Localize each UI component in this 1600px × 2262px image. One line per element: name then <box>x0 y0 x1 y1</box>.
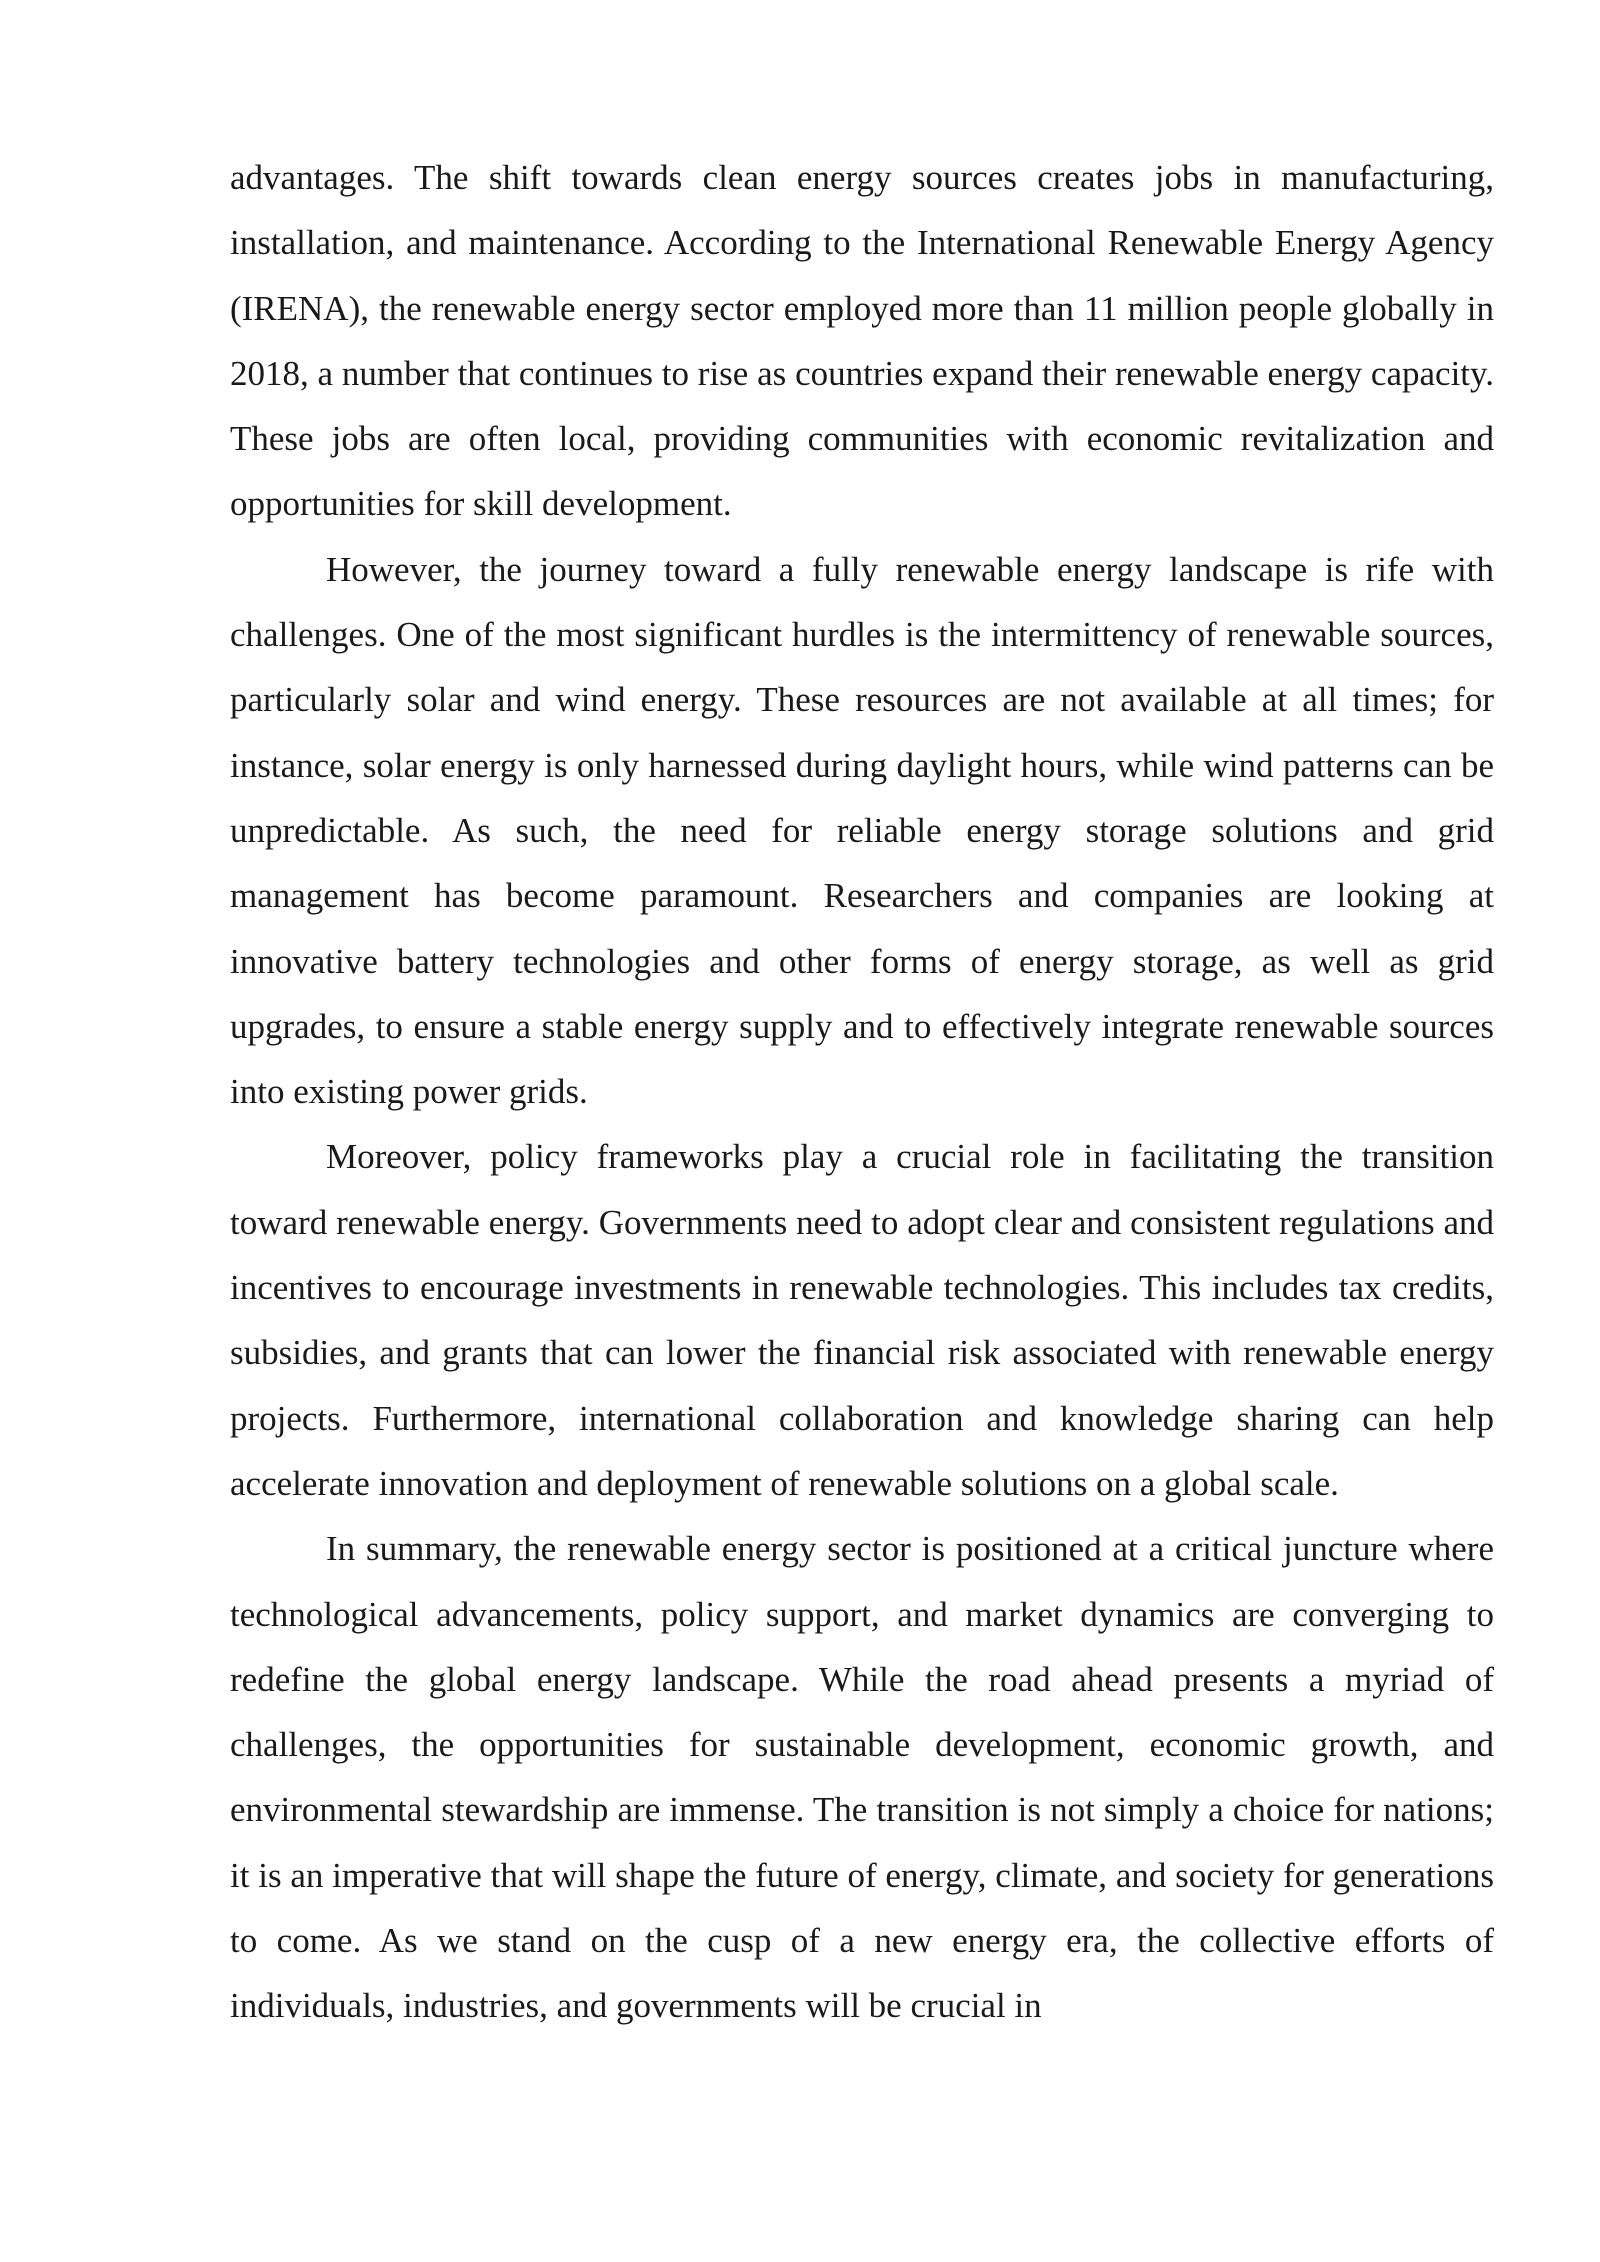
paragraph-challenges: However, the journey toward a fully renewable energy landscape is rife with challenges. One of the most significant hurdles is the intermittency of renewable sources, particularly solar and wind energy. These resources are not available at all times; for instance, solar energy is only harnessed during daylight hours, while wind patterns can be unpredictable. As such, the need for reliable energy storage solutions and grid management has become paramount. Researchers and companies are looking at innovative battery technologies and other forms of energy storage, as well as grid upgrades, to ensure a stable energy supply and to effectively integrate renewable sources into existing power grids. <box>230 549 1494 1112</box>
paragraph-summary: In summary, the renewable energy sector is positioned at a critical juncture where technological advancements, policy support, and market dynamics are converging to redefine the global energy landscape. While the road ahead presents a myriad of challenges, the opportunities for sustainable development, economic growth, and environmental stewardship are immense. The transition is not simply a choice for nations; it is an imperative that will shape the future of energy, climate, and society for generations to come. As we stand on the cusp of a new energy era, the collective efforts of individuals, industries, and governments will be crucial in <box>230 1529 1494 2026</box>
paragraph-policy: Moreover, policy frameworks play a crucial role in facilitating the transition toward renewable energy. Governments need to adopt clear and consistent regulations and incentives to encourage investments in renewable technologies. This includes tax credits, subsidies, and grants that can lower the financial risk associated with renewable energy projects. Furthermore, international collaboration and knowledge sharing can help accelerate innovation and deployment of renewable solutions on a global scale. <box>230 1137 1494 1503</box>
document-body <box>230 145 1494 2039</box>
paragraph-employment: advantages. The shift towards clean energy sources creates jobs in manufacturing, installation, and maintenance. According to the International Renewable Energy Agency (IRENA), the renewable energy sector employed more than 11 million people globally in 2018, a number that continues to rise as countries expand their renewable energy capacity. These jobs are often local, providing communities with economic revitalization and opportunities for skill development. <box>230 158 1494 524</box>
